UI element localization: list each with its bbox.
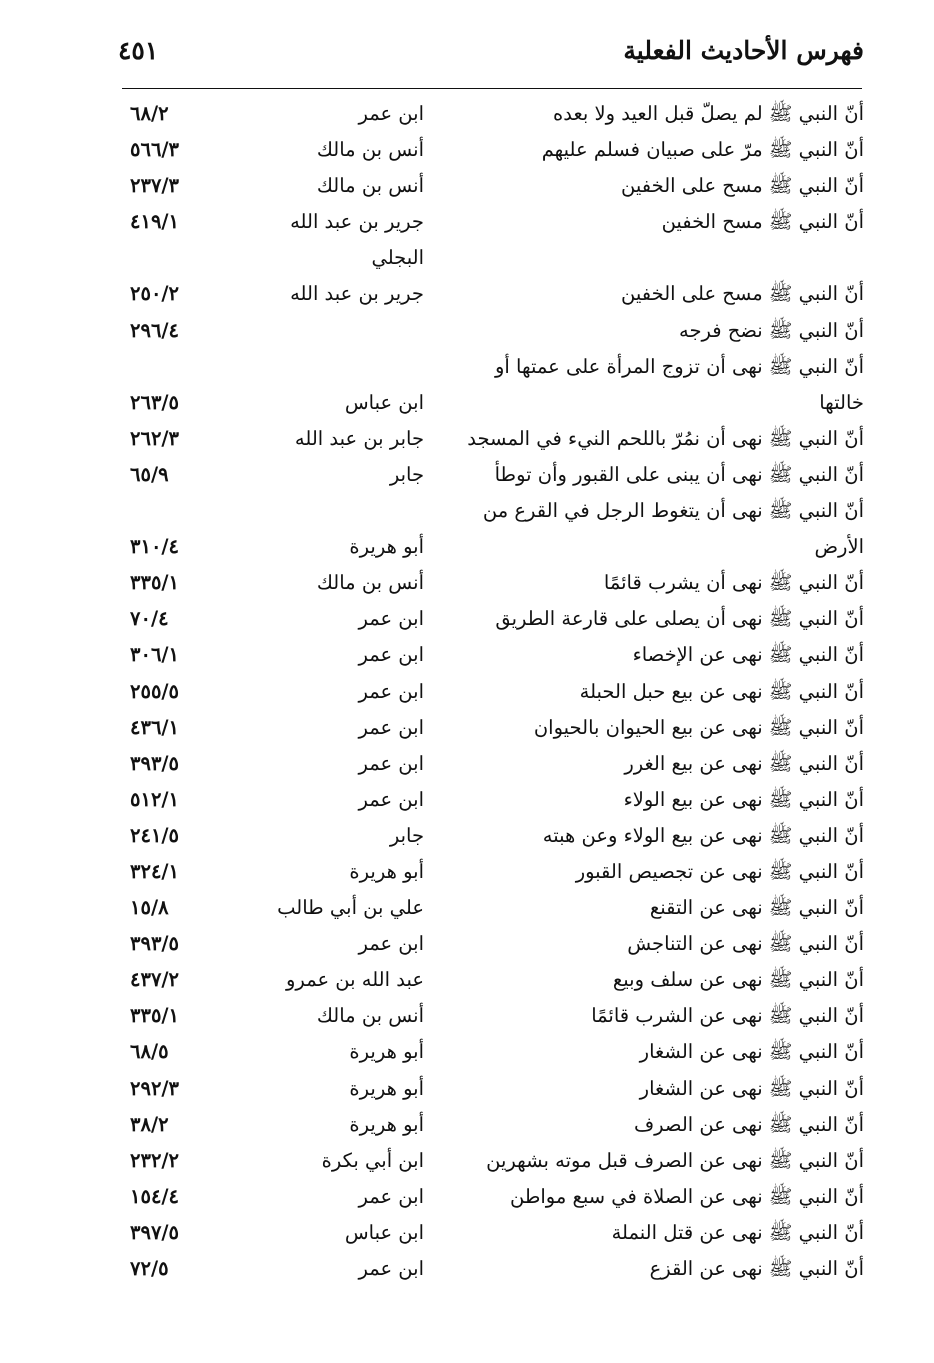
index-entry [118, 276, 864, 312]
hadith-text: أنّ النبي ﷺ نهى عن الشرب قائمًا [591, 1004, 864, 1028]
volume-page-ref: ٦٨/٢ [130, 102, 169, 125]
narrator-name: أبو هريرة [349, 1076, 424, 1100]
volume-page-ref: ٦٨/٥ [130, 1040, 169, 1064]
index-entry [118, 1143, 864, 1179]
hadith-text: أنّ النبي ﷺ نهى عن الإخصاء [632, 643, 864, 667]
narrator-name: ابن عمر [358, 643, 424, 667]
index-entry [118, 1251, 864, 1287]
index-entry [118, 457, 864, 493]
narrator-name: أبو هريرة [349, 859, 424, 883]
index-entry [118, 746, 864, 782]
page-header [118, 30, 864, 80]
narrator-name: ابن عباس [344, 1220, 424, 1244]
index-entry [118, 1215, 864, 1251]
narrator-name: ابن عمر [358, 787, 424, 811]
volume-page-ref: ٢٩٢/٣ [130, 1076, 180, 1100]
narrator-name: ابن أبي بكرة [321, 1148, 424, 1172]
narrator-name: عبد الله بن عمرو [286, 968, 424, 992]
volume-page-ref: ٢٩٦/٤ [130, 318, 180, 342]
narrator-name: أنس بن مالك [316, 174, 424, 198]
volume-page-ref: ٢٤١/٥ [130, 823, 180, 847]
hadith-text: أنّ النبي ﷺ نهى عن قتل النملة [611, 1220, 864, 1244]
volume-page-ref: ٧٠/٤ [130, 607, 169, 631]
index-entry [118, 601, 864, 637]
hadith-text: أنّ النبي ﷺ نهى عن الشغار [639, 1076, 864, 1100]
narrator-name: ابن عباس [344, 390, 424, 414]
hadith-text: أنّ النبي ﷺ نهى أن يبنى على القبور وأن توطأ [494, 462, 864, 486]
index-entry [118, 96, 864, 132]
hadith-text: أنّ النبي ﷺ نهى أن يتغوط الرجل في القرع من الأرض [482, 499, 864, 559]
index-entry [118, 1034, 864, 1070]
volume-page-ref: ٣٨/٢ [130, 1112, 169, 1136]
index-entry [118, 565, 864, 601]
hadith-text: أنّ النبي ﷺ نهى عن الشغار [639, 1040, 864, 1064]
volume-page-ref: ١٥/٨ [130, 896, 169, 920]
index-entry [118, 204, 864, 276]
index-entry [118, 132, 864, 168]
narrator-name: جرير بن عبد الله [290, 282, 424, 306]
narrator-name: أنس بن مالك [316, 571, 424, 595]
volume-page-ref: ٣٣٥/١ [130, 571, 180, 595]
index-entry [118, 962, 864, 998]
hadith-text: أنّ النبي ﷺ نهى أن تزوج المرأة على عمتها أو خالتها [495, 354, 864, 414]
running-title: فهرس الأحاديث الفعلية [623, 36, 864, 65]
hadith-text: أنّ النبي ﷺ نهى عن بيع حبل الحبلة [579, 679, 864, 703]
index-entry [118, 782, 864, 818]
hadith-text: أنّ النبي ﷺ مسح الخفين [661, 210, 864, 234]
volume-page-ref: ٣٢٤/١ [130, 859, 180, 883]
page-number: ٤٥١ [118, 36, 159, 65]
narrator-name: ابن عمر [358, 102, 424, 125]
hadith-text: أنّ النبي ﷺ نهى عن تجصيص القبور [575, 859, 864, 883]
index-entry [118, 998, 864, 1034]
index-entry [118, 1071, 864, 1107]
index-entry [118, 710, 864, 746]
narrator-name: ابن عمر [358, 715, 424, 739]
index-entry [118, 421, 864, 457]
index-entry [118, 854, 864, 890]
narrator-name: أبو هريرة [349, 1040, 424, 1064]
volume-page-ref: ٣٠٦/١ [130, 643, 180, 667]
narrator-name: جابر [389, 462, 424, 486]
narrator-name: جابر [389, 823, 424, 847]
index-entry [118, 890, 864, 926]
volume-page-ref: ٦٥/٩ [130, 462, 169, 486]
narrator-name: ابن عمر [358, 1184, 424, 1208]
narrator-name: علي بن أبي طالب [277, 896, 424, 920]
volume-page-ref: ٧٢/٥ [130, 1257, 169, 1280]
hadith-text: أنّ النبي ﷺ نضح فرجه [679, 318, 864, 342]
hadith-text: أنّ النبي ﷺ نهى عن بيع الولاء [623, 787, 864, 811]
hadith-text: أنّ النبي ﷺ مسح على الخفين [621, 174, 864, 198]
volume-page-ref: ٢٣٧/٣ [130, 174, 180, 198]
hadith-text: أنّ النبي ﷺ نهى أن يشرب قائمًا [603, 571, 864, 595]
narrator-name: جرير بن عبد الله البجلي [290, 210, 424, 270]
index-entry [118, 313, 864, 349]
hadith-text: أنّ النبي ﷺ نهى عن القزع [649, 1257, 864, 1280]
hadith-text: أنّ النبي ﷺ مسح على الخفين [621, 282, 864, 306]
hadith-text: أنّ النبي ﷺ مرّ على صبيان فسلم عليهم [541, 138, 864, 162]
index-entry [118, 1107, 864, 1143]
hadith-text: أنّ النبي ﷺ نهى عن بيع الحيوان بالحيوان [533, 715, 864, 739]
volume-page-ref: ٤١٩/١ [130, 210, 180, 234]
index-entry [118, 1179, 864, 1215]
volume-page-ref: ٥٦٦/٣ [130, 138, 180, 162]
volume-page-ref: ٣٩٣/٥ [130, 932, 180, 956]
narrator-name: أنس بن مالك [316, 1004, 424, 1028]
narrator-name: ابن عمر [358, 679, 424, 703]
hadith-text: أنّ النبي ﷺ نهى أن يصلى على قارعة الطريق [495, 607, 864, 631]
volume-page-ref: ٤٣٧/٢ [130, 968, 180, 992]
index-entry [118, 168, 864, 204]
index-entry [118, 349, 864, 421]
volume-page-ref: ٣٩٣/٥ [130, 751, 180, 775]
volume-page-ref: ٤٣٦/١ [130, 715, 180, 739]
hadith-text: أنّ النبي ﷺ نهى عن الصرف [633, 1112, 864, 1136]
index-entry [118, 926, 864, 962]
narrator-name: ابن عمر [358, 751, 424, 775]
hadith-text: أنّ النبي ﷺ نهى عن بيع الولاء وعن هبته [542, 823, 864, 847]
hadith-text: أنّ النبي ﷺ نهى عن الصرف قبل موته بشهرين [486, 1148, 864, 1172]
index-entry [118, 637, 864, 673]
volume-page-ref: ٢٦٣/٥ [130, 390, 180, 414]
narrator-name: ابن عمر [358, 932, 424, 956]
volume-page-ref: ٣١٠/٤ [130, 535, 180, 559]
narrator-name: ابن عمر [358, 1257, 424, 1280]
volume-page-ref: ٢٥٥/٥ [130, 679, 180, 703]
index-entry [118, 493, 864, 565]
volume-page-ref: ٢٥٠/٢ [130, 282, 180, 306]
hadith-text: أنّ النبي ﷺ نهى عن التناجش [627, 932, 864, 956]
volume-page-ref: ١٥٤/٤ [130, 1184, 180, 1208]
hadith-text: أنّ النبي ﷺ نهى عن سلف وبيع [612, 968, 864, 992]
narrator-name: أنس بن مالك [316, 138, 424, 162]
narrator-name: جابر بن عبد الله [294, 426, 424, 450]
volume-page-ref: ٢٣٢/٢ [130, 1148, 180, 1172]
narrator-name: أبو هريرة [349, 1112, 424, 1136]
volume-page-ref: ٢٦٢/٣ [130, 426, 180, 450]
volume-page-ref: ٣٩٧/٥ [130, 1220, 180, 1244]
hadith-text: أنّ النبي ﷺ لم يصلّ قبل العيد ولا بعده [553, 102, 864, 125]
hadith-text: أنّ النبي ﷺ نهى أن نمُرّ باللحم النيء في المسجد [467, 426, 864, 450]
index-entry [118, 818, 864, 854]
narrator-name: أبو هريرة [349, 535, 424, 559]
volume-page-ref: ٣٣٥/١ [130, 1004, 180, 1028]
index-entry [118, 674, 864, 710]
volume-page-ref: ٥١٢/١ [130, 787, 180, 811]
hadith-text: أنّ النبي ﷺ نهى عن التقنع [649, 896, 864, 920]
header-rule [122, 88, 862, 89]
hadith-text: أنّ النبي ﷺ نهى عن بيع الغرر [624, 751, 864, 775]
narrator-name: ابن عمر [358, 607, 424, 631]
hadith-text: أنّ النبي ﷺ نهى عن الصلاة في سبع مواطن [509, 1184, 864, 1208]
hadith-index-list [118, 96, 864, 1287]
